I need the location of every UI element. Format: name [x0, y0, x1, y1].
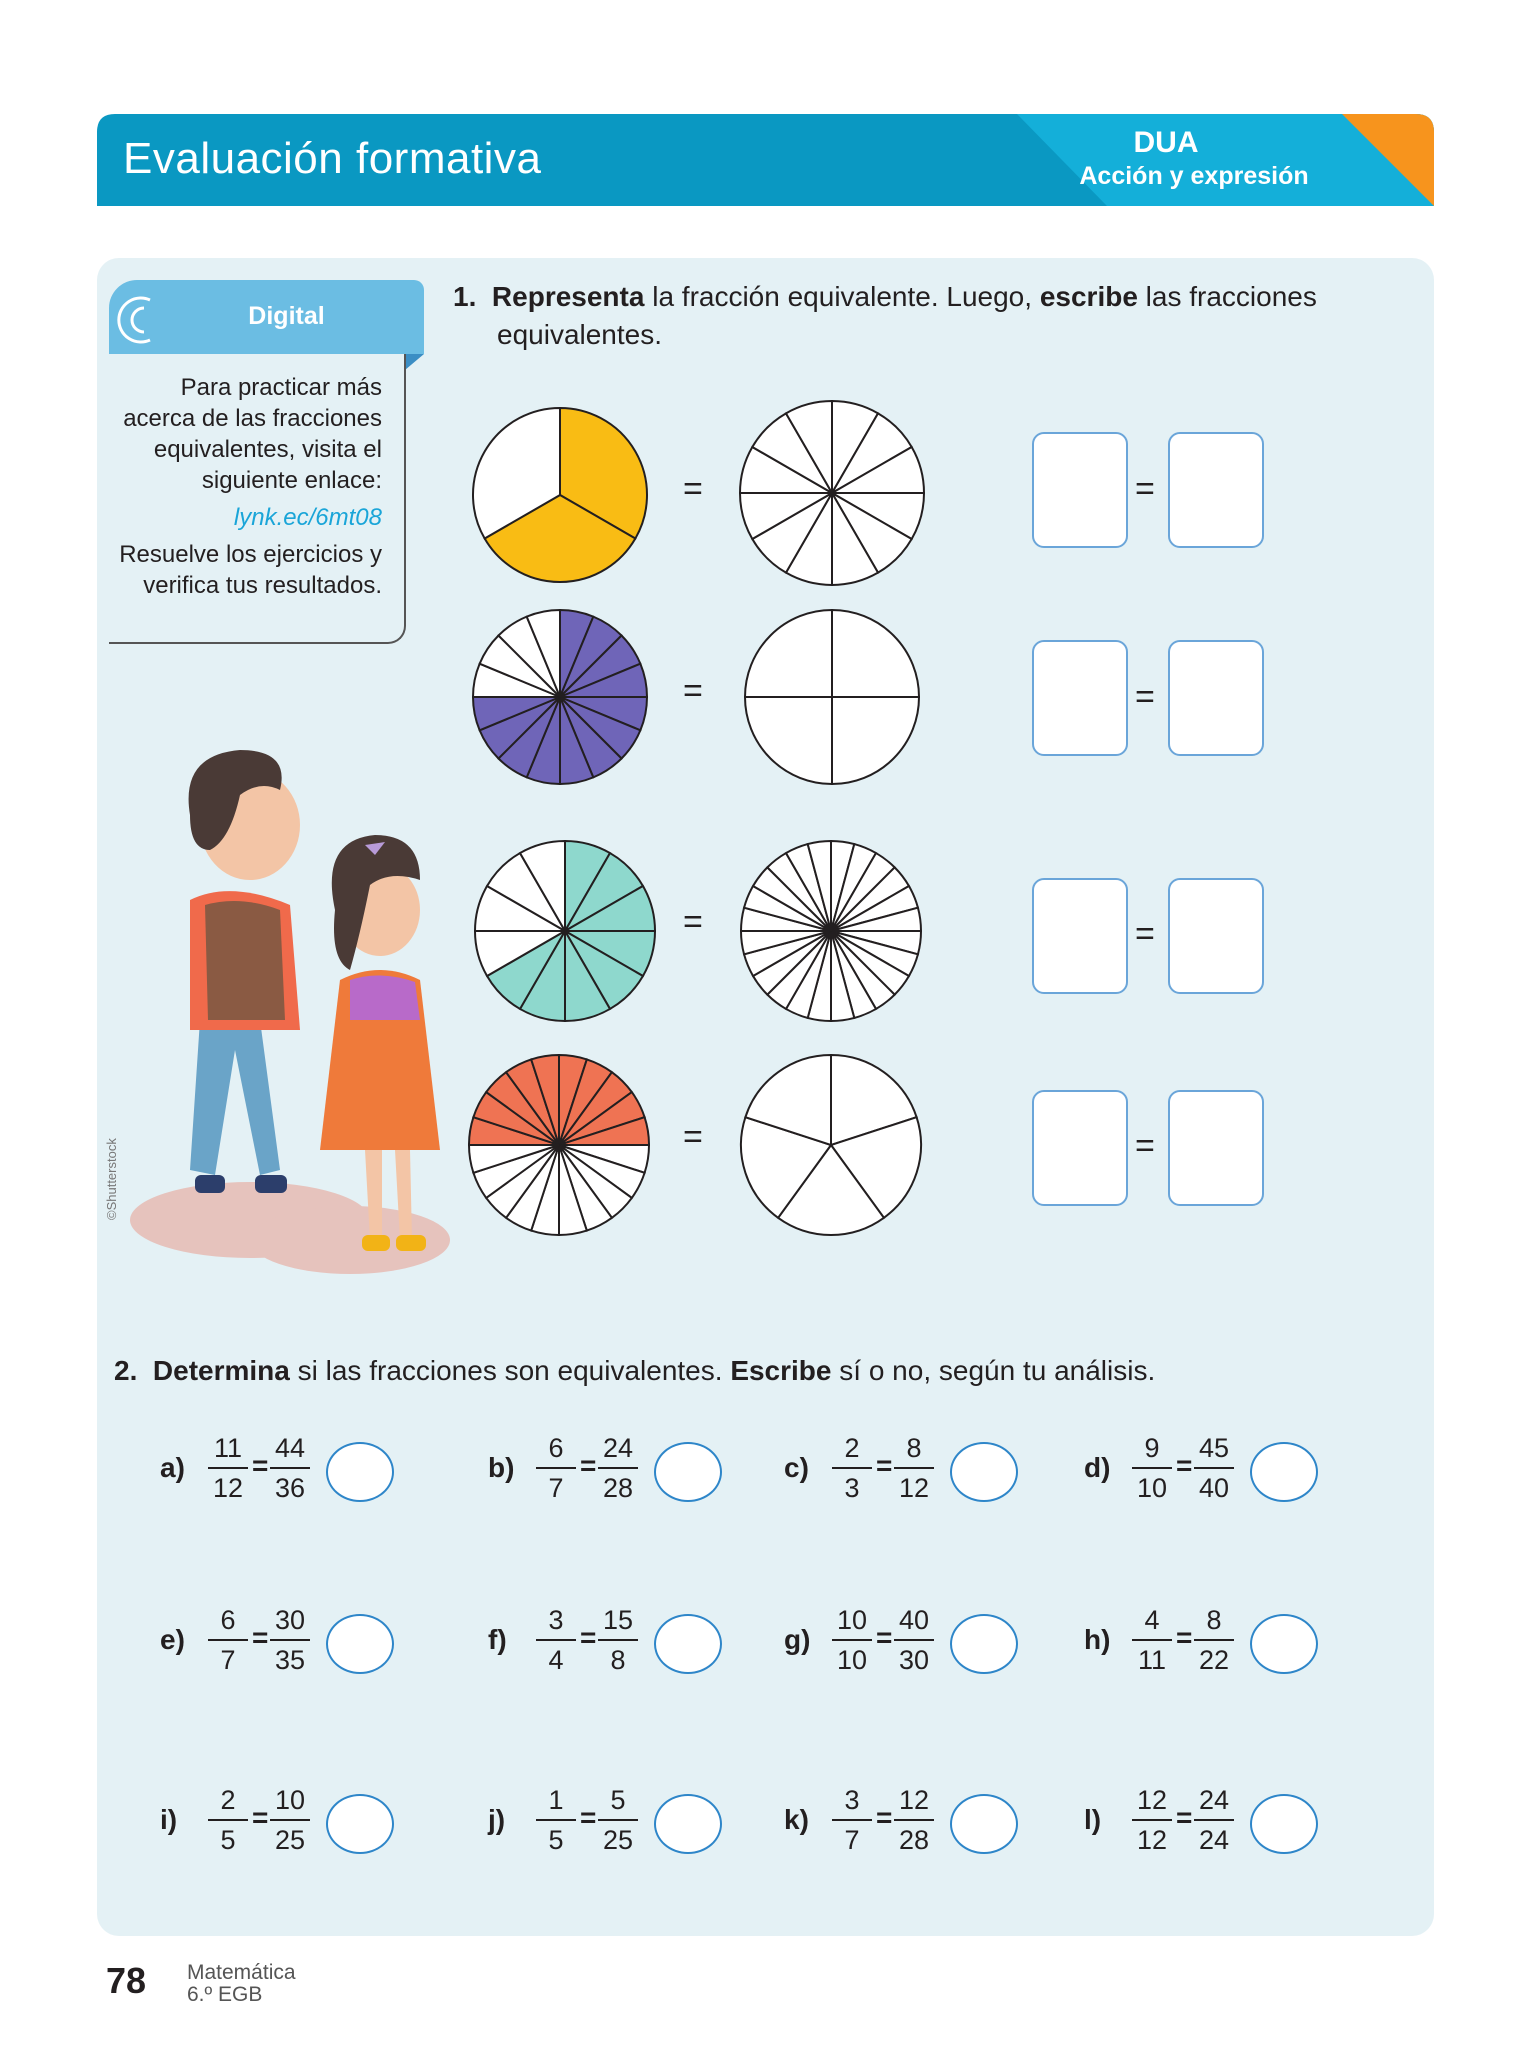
dua-title: DUA	[1133, 126, 1199, 159]
equals-sign: =	[683, 1118, 703, 1156]
exercise1-instruction: 1. Representa la fracción equivalente. Luego, escribe las fracciones	[453, 281, 1317, 312]
exercise1-instruction-line2: equivalentes.	[497, 319, 663, 350]
fraction-left: 2 5	[208, 1782, 248, 1858]
digital-tab-fold	[405, 354, 424, 370]
dua-subtitle: Acción y expresión	[1079, 162, 1309, 190]
equals-sign: =	[683, 903, 703, 941]
answer-oval[interactable]	[1250, 1614, 1318, 1674]
item-letter: k)	[784, 1804, 809, 1835]
answer-box[interactable]	[1032, 1090, 1128, 1206]
digital-info-box	[109, 354, 406, 644]
fraction-comparison-item	[488, 1602, 728, 1682]
digital-link[interactable]: lynk.ec/6mt08	[233, 504, 382, 531]
fraction-circle-to-shade[interactable]	[738, 838, 924, 1024]
digital-text: Para practicar más acerca de las fracciones equivalentes, visita el siguiente enlace: lynk.ec/6mt08 Resuelve los ejercicios y verifica tus resultados.	[119, 374, 382, 599]
sector	[745, 697, 832, 784]
fraction-circle-given	[470, 405, 650, 585]
fraction-right: 5 25	[598, 1782, 638, 1858]
answer-oval[interactable]	[654, 1614, 722, 1674]
answer-oval[interactable]	[326, 1794, 394, 1854]
fraction-left: 1 5	[536, 1782, 576, 1858]
fraction-circle-given	[466, 1052, 652, 1238]
answer-oval[interactable]	[950, 1614, 1018, 1674]
item-letter: b)	[488, 1452, 515, 1483]
equals-sign: =	[1176, 1450, 1193, 1481]
equals-sign: =	[683, 672, 703, 710]
fraction-comparison-item	[160, 1430, 400, 1510]
fraction-left: 2 3	[832, 1430, 872, 1506]
answer-box[interactable]	[1032, 432, 1128, 548]
equals-sign: =	[580, 1450, 597, 1481]
fraction-left: 6 7	[208, 1602, 248, 1678]
answer-box[interactable]	[1168, 640, 1264, 756]
item-letter: c)	[784, 1452, 809, 1483]
fraction-comparison-item	[488, 1430, 728, 1510]
item-letter: h)	[1084, 1624, 1111, 1655]
fraction-circle-to-shade[interactable]	[742, 607, 922, 787]
fraction-comparison-item	[160, 1782, 400, 1862]
answer-oval[interactable]	[950, 1794, 1018, 1854]
answer-box[interactable]	[1032, 640, 1128, 756]
answer-oval[interactable]	[654, 1442, 722, 1502]
answer-oval[interactable]	[950, 1442, 1018, 1502]
header-banner	[97, 114, 1434, 206]
sector	[832, 697, 919, 784]
equals-sign: =	[252, 1450, 269, 1481]
answer-box[interactable]	[1168, 432, 1264, 548]
item-letter: d)	[1084, 1452, 1111, 1483]
equals-sign: =	[252, 1802, 269, 1833]
fraction-right: 8 22	[1194, 1602, 1234, 1678]
fraction-left: 11 12	[208, 1430, 248, 1506]
image-credit: ©Shutterstock	[104, 1138, 119, 1220]
answer-oval[interactable]	[654, 1794, 722, 1854]
equals-sign: =	[1135, 1127, 1155, 1165]
equals-sign: =	[876, 1450, 893, 1481]
answer-box[interactable]	[1032, 878, 1128, 994]
fraction-right: 8 12	[894, 1430, 934, 1506]
fraction-left: 6 7	[536, 1430, 576, 1506]
fraction-circle-to-shade[interactable]	[737, 398, 927, 588]
answer-oval[interactable]	[326, 1442, 394, 1502]
fraction-right: 24 24	[1194, 1782, 1234, 1858]
answer-oval[interactable]	[1250, 1442, 1318, 1502]
children-illustration	[120, 720, 460, 1280]
answer-oval[interactable]	[1250, 1794, 1318, 1854]
equals-sign: =	[1176, 1802, 1193, 1833]
equals-sign: =	[1135, 678, 1155, 716]
equals-sign: =	[1135, 915, 1155, 953]
page-number: 78	[106, 1960, 147, 2001]
equals-sign: =	[876, 1802, 893, 1833]
fraction-right: 15 8	[598, 1602, 638, 1678]
fraction-right: 10 25	[270, 1782, 310, 1858]
fraction-comparison-item	[1084, 1782, 1324, 1862]
item-letter: f)	[488, 1624, 507, 1655]
answer-oval[interactable]	[326, 1614, 394, 1674]
fraction-circle-given	[472, 838, 658, 1024]
digital-label: Digital	[248, 302, 325, 330]
answer-box[interactable]	[1168, 878, 1264, 994]
fraction-right: 12 28	[894, 1782, 934, 1858]
fraction-comparison-item	[1084, 1602, 1324, 1682]
fraction-circle-to-shade[interactable]	[738, 1052, 924, 1238]
fraction-circle-given	[470, 607, 650, 787]
fraction-right: 45 40	[1194, 1430, 1234, 1506]
equals-sign: =	[876, 1622, 893, 1653]
sector	[745, 610, 832, 697]
equals-sign: =	[580, 1802, 597, 1833]
footer-subject: Matemática 6.º EGB	[187, 1961, 296, 2006]
fraction-comparison-item	[784, 1782, 1024, 1862]
equals-sign: =	[1176, 1622, 1193, 1653]
item-letter: a)	[160, 1452, 185, 1483]
item-letter: j)	[488, 1804, 506, 1835]
sector	[832, 610, 919, 697]
exercise2-instruction: 2. Determina si las fracciones son equivalentes. Escribe sí o no, según tu análisis.	[114, 1355, 1156, 1386]
fraction-right: 24 28	[598, 1430, 638, 1506]
fraction-right: 40 30	[894, 1602, 934, 1678]
answer-box[interactable]	[1168, 1090, 1264, 1206]
fraction-comparison-item	[160, 1602, 400, 1682]
fraction-right: 30 35	[270, 1602, 310, 1678]
item-letter: l)	[1084, 1804, 1102, 1835]
equals-sign: =	[1135, 470, 1155, 508]
item-letter: e)	[160, 1624, 185, 1655]
fraction-comparison-item	[784, 1430, 1024, 1510]
item-letter: g)	[784, 1624, 811, 1655]
fraction-left: 10 10	[832, 1602, 872, 1678]
equals-sign: =	[252, 1622, 269, 1653]
fraction-right: 44 36	[270, 1430, 310, 1506]
fraction-left: 4 11	[1132, 1602, 1172, 1678]
fraction-comparison-item	[1084, 1430, 1324, 1510]
fraction-left: 3 4	[536, 1602, 576, 1678]
fraction-comparison-item	[488, 1782, 728, 1862]
page-title: Evaluación formativa	[123, 134, 542, 183]
fraction-left: 3 7	[832, 1782, 872, 1858]
equals-sign: =	[580, 1622, 597, 1653]
equals-sign: =	[683, 470, 703, 508]
fraction-comparison-item	[784, 1602, 1024, 1682]
digital-c-icon	[112, 292, 158, 348]
item-letter: i)	[160, 1804, 178, 1835]
fraction-left: 12 12	[1132, 1782, 1172, 1858]
fraction-left: 9 10	[1132, 1430, 1172, 1506]
